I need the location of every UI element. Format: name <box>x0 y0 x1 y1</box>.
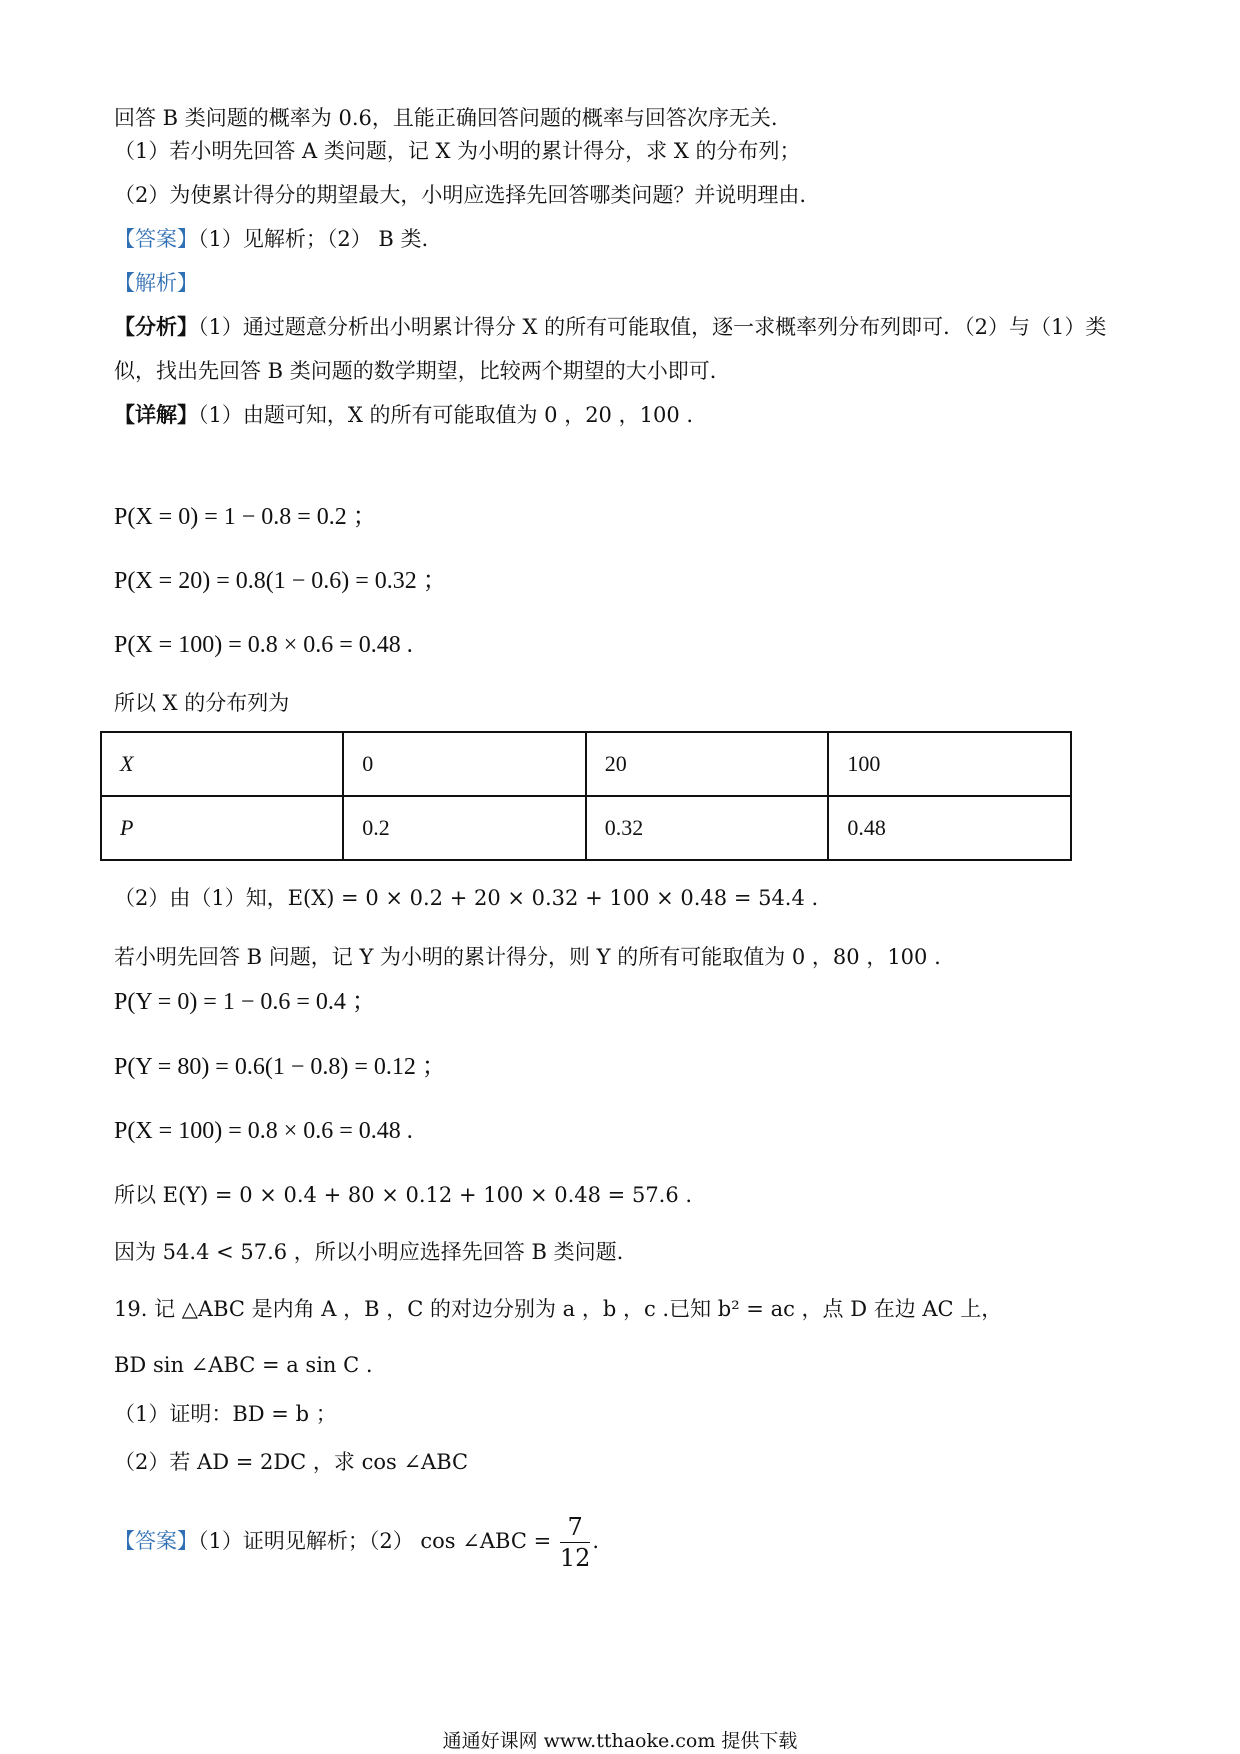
page-footer: 通通好课网 www.tthaoke.com 提供下载 <box>442 1730 798 1752</box>
problem-19-condition: BD sin ∠ABC = a sin C . <box>114 1353 373 1377</box>
question-part-1: （1）若小明先回答 A 类问题，记 X 为小明的累计得分，求 X 的分布列； <box>114 139 801 163</box>
fenxi-text-2: 似，找出先回答 B 类问题的数学期望，比较两个期望的大小即可． <box>114 359 731 383</box>
table-cell: 0.2 <box>343 796 585 860</box>
fraction-denominator: 12 <box>559 1544 591 1572</box>
expectation-y: 所以 E(Y) = 0 × 0.4 + 80 × 0.12 + 100 × 0.48 = 57.6 . <box>114 1183 693 1207</box>
answer-tag: 【答案】 <box>114 1529 198 1553</box>
fraction-numerator: 7 <box>560 1512 591 1543</box>
table-cell: 0.48 <box>828 796 1071 860</box>
answer-19-line <box>114 1508 599 1574</box>
question-part-2: （2）为使累计得分的期望最大，小明应选择先回答哪类问题？并说明理由. <box>114 183 807 207</box>
text-line: 回答 B 类问题的概率为 0.6，且能正确回答问题的概率与回答次序无关. <box>114 106 778 130</box>
xiangjie-line <box>114 401 693 429</box>
problem-19-part-1: （1）证明：BD = b ； <box>114 1402 337 1426</box>
expectation-x: （2）由（1）知，E(X) = 0 × 0.2 + 20 × 0.32 + 100 × 0.48 = 54.4 . <box>114 886 819 910</box>
answer-line <box>114 225 428 253</box>
equation-px100: P(X = 100) = 0.8 × 0.6 = 0.48 . <box>114 632 413 658</box>
table-cell: 20 <box>586 732 829 796</box>
jiexi-line <box>114 269 198 297</box>
table-cell: P <box>101 796 343 860</box>
jiexi-tag: 【解析】 <box>114 271 198 295</box>
answer-19-end: . <box>592 1529 600 1553</box>
table-row <box>101 796 1071 860</box>
distribution-table <box>100 731 1072 861</box>
table-cell: 100 <box>828 732 1071 796</box>
table-cell: 0 <box>343 732 585 796</box>
equation-px100-2: P(X = 100) = 0.8 × 0.6 = 0.48 . <box>114 1118 413 1144</box>
table-row <box>101 732 1071 796</box>
distribution-intro: 所以 X 的分布列为 <box>114 691 290 715</box>
fraction <box>560 1512 591 1573</box>
fenxi-tag: 【分析】 <box>114 314 198 339</box>
xiangjie-text: （1）由题可知，X 的所有可能取值为 0 ，20 ，100 . <box>198 403 694 427</box>
fenxi-text-1: （1）通过题意分析出小明累计得分 X 的所有可能取值，逐一求概率列分布列即可．（2）与（1）类 <box>198 315 1107 339</box>
problem-19-stem: 19. 记 △ABC 是内角 A ，B ，C 的对边分别为 a ，b ，c .已知 b² = ac ，点 D 在边 AC 上， <box>114 1297 1003 1321</box>
problem-19-part-2: （2）若 AD = 2DC ，求 cos ∠ABC <box>114 1450 469 1474</box>
answer-text: （1）见解析；（2） B 类. <box>198 227 429 251</box>
equation-py0: P(Y = 0) = 1 − 0.6 = 0.4 ； <box>114 989 376 1015</box>
answer-tag: 【答案】 <box>114 227 198 251</box>
fenxi-line <box>114 313 1106 341</box>
table-cell: 0.32 <box>586 796 829 860</box>
answer-19-text: （1）证明见解析；（2） cos ∠ABC = <box>198 1529 552 1553</box>
equation-px20: P(X = 20) = 0.8(1 − 0.6) = 0.32 ； <box>114 568 447 594</box>
table-cell: X <box>101 732 343 796</box>
text-line-y-values: 若小明先回答 B 问题，记 Y 为小明的累计得分，则 Y 的所有可能取值为 0 ，80 ，100 . <box>114 945 941 969</box>
xiangjie-tag: 【详解】 <box>114 402 198 427</box>
conclusion-line: 因为 54.4 < 57.6 ，所以小明应选择先回答 B 类问题. <box>114 1240 624 1264</box>
equation-py80: P(Y = 80) = 0.6(1 − 0.8) = 0.12 ； <box>114 1054 446 1080</box>
equation-px0: P(X = 0) = 1 − 0.8 = 0.2 ； <box>114 504 377 530</box>
